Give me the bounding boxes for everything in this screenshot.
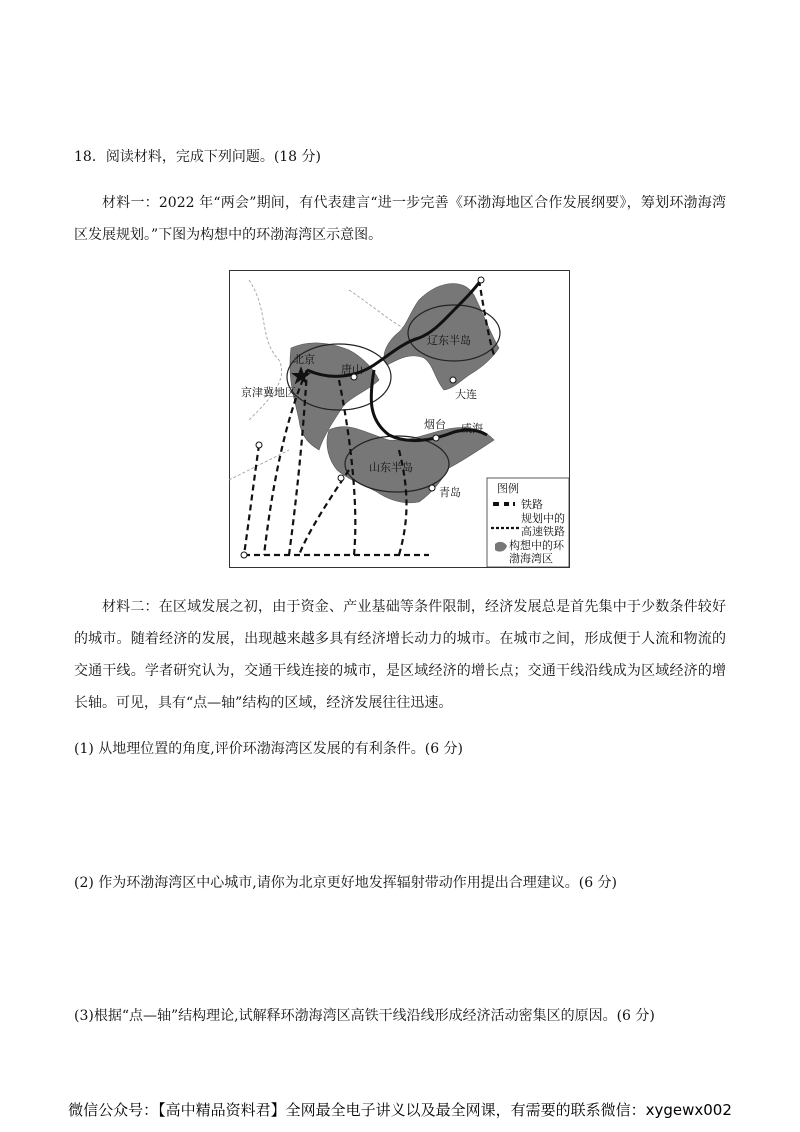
- label-liaodong: 辽东半岛: [427, 334, 471, 347]
- footer-watermark: 微信公众号：【高中精品资料君】全网最全电子讲义以及最全网课，有需要的联系微信：xygewx002: [68, 1101, 732, 1119]
- map-legend: [487, 478, 569, 567]
- legend-title: 图例: [497, 482, 519, 495]
- sub-question-3: (3)根据“点—轴”结构理论,试解释环渤海湾区高铁干线沿线形成经济活动密集区的原因。(6 分): [74, 1008, 655, 1024]
- sub-question-2: (2) 作为环渤海湾区中心城市,请你为北京更好地发挥辐射带动作用提出合理建议。(6 分): [74, 875, 618, 891]
- label-beijing: 北京: [293, 353, 315, 366]
- label-qingdao: 青岛: [439, 486, 461, 499]
- legend-bay-1: 构想中的环: [509, 539, 564, 552]
- label-yantai: 烟台: [424, 418, 446, 431]
- label-weihai: 威海: [461, 422, 483, 435]
- label-jingjinji: 京津冀地区: [241, 386, 296, 399]
- material-one: 材料一：2022 年“两会”期间，有代表建言“进一步完善《环渤海地区合作发展纲要》，筹划环渤海湾区发展规划。”下图为构想中的环渤海湾区示意图。: [74, 195, 726, 243]
- legend-bay-2: 渤海湾区: [509, 552, 553, 565]
- bohai-bay-map: [229, 270, 570, 568]
- material-two: 材料二：在区域发展之初，由于资金、产业基础等条件限制，经济发展总是首先集中于少数条件较好的城市。随着经济的发展，出现越来越多具有经济增长动力的城市。在城市之间，形成便于人流和物流的交通干线。学者研究认为，交通干线连接的城市，是区域经济的增长点；交通干线沿线成为区域经济的增长轴。可见，具有“点—轴”结构的区域，经济发展往往迅速。: [74, 599, 726, 711]
- label-dalian: 大连: [455, 388, 477, 401]
- question-title: 18．阅读材料，完成下列问题。(18 分): [74, 149, 322, 165]
- legend-railway: 铁路: [521, 498, 543, 511]
- sub-question-1: (1) 从地理位置的角度,评价环渤海湾区发展的有利条件。(6 分): [74, 741, 464, 757]
- label-tangshan: 唐山: [341, 363, 363, 376]
- legend-hsr-2: 高速铁路: [521, 525, 565, 538]
- legend-hsr-1: 规划中的: [521, 512, 565, 525]
- label-shandong: 山东半岛: [369, 461, 413, 474]
